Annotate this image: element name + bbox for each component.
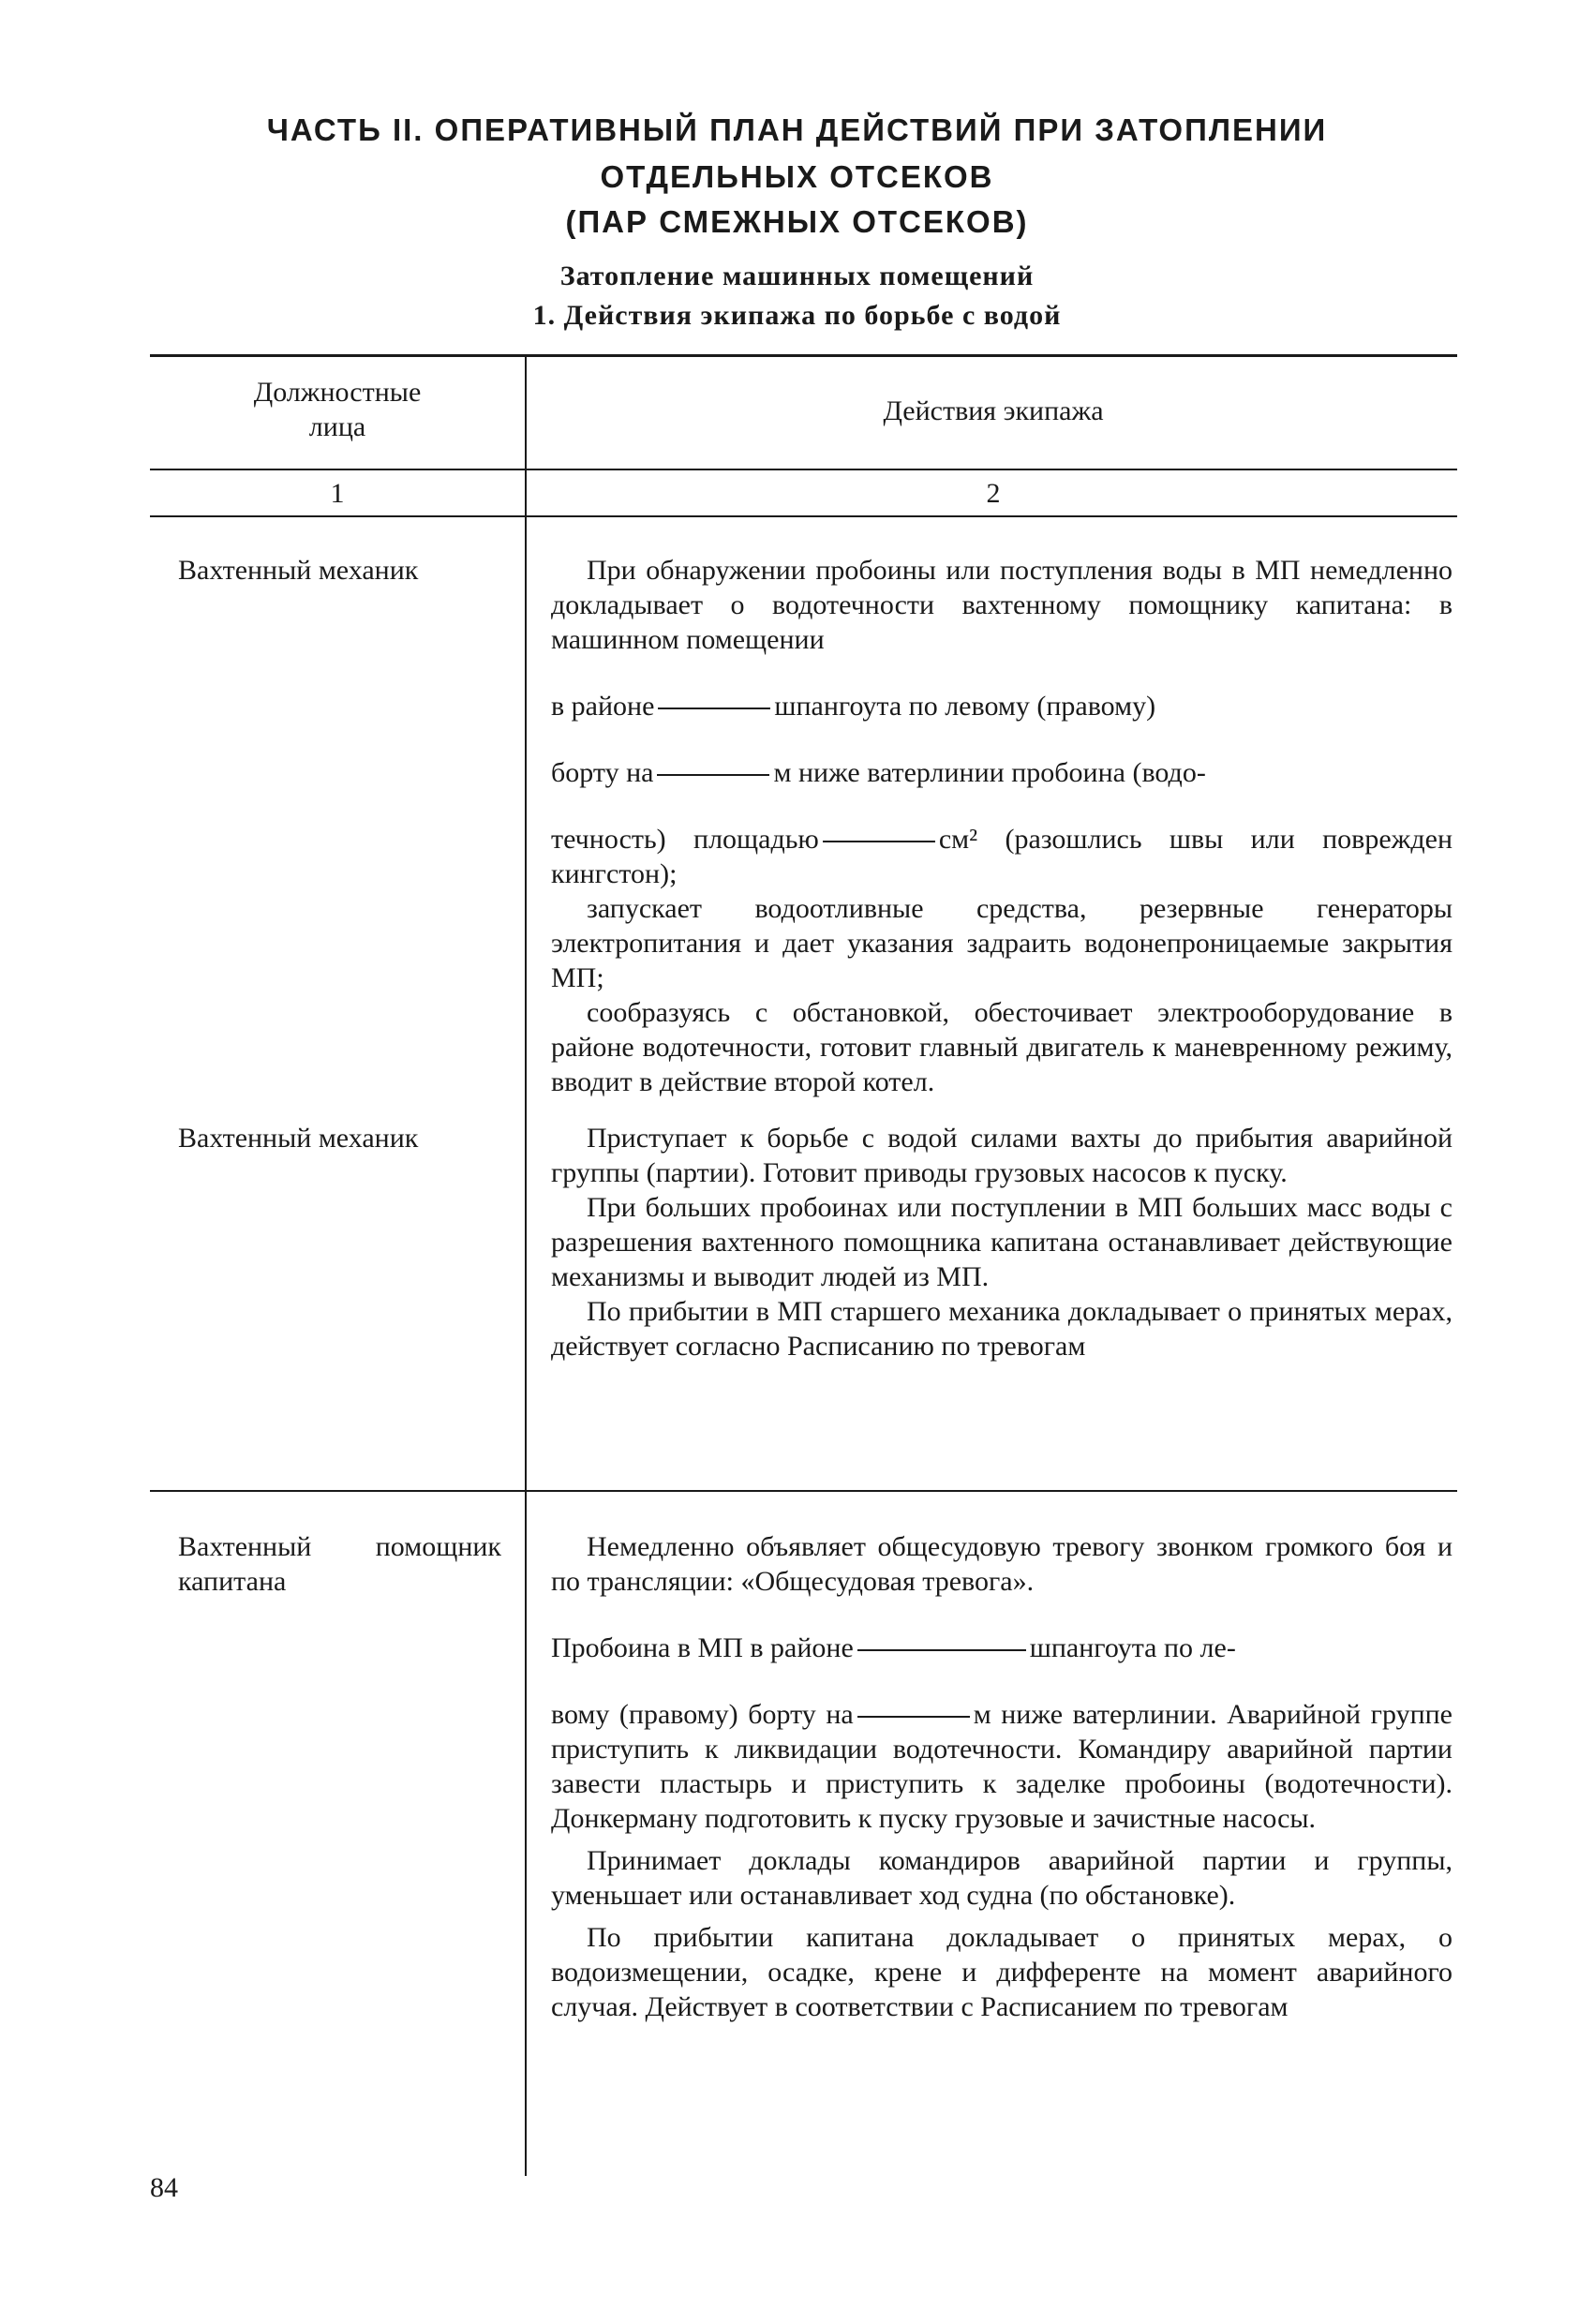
column-header-crew-actions: Действия экипажа (883, 395, 1104, 426)
action-paragraph: По прибытии капитана докладывает о принятых мерах, о водоизмещении, осадке, крене и дифференте на момент аварийного случая. Действует в соответствии с Расписанием по тревогам (551, 1922, 1452, 2022)
table-top-rule (150, 354, 1457, 357)
action-fill-line: в районе шпангоута по левому (правому) (551, 691, 1156, 722)
action-paragraph: сообразуясь с обстановкой, обесточивает электрооборудование в районе водотечности, готовит главный двигатель к маневренному режиму, вводит в действие второй котел. (551, 997, 1452, 1097)
column-number-1: 1 (330, 478, 345, 509)
action-paragraph: Принимает доклады командиров аварийной партии и группы, уменьшает или останавливает ход судна (по обстановке). (551, 1845, 1452, 1911)
numbers-rule (150, 515, 1457, 517)
section-subtitle: Затопление машинных помещений (559, 261, 1035, 291)
action-paragraph: При обнаружении пробоины или поступления воды в МП немедленно докладывает о водотечности вахтенному помощнику капитана: в машинном помещении (551, 555, 1452, 655)
action-paragraph: По прибытии в МП старшего механика докладывает о принятых мерах, действует согласно Расписанию по тревогам (551, 1296, 1452, 1362)
blank-line (658, 708, 770, 709)
title-line-2: ОТДЕЛЬНЫХ ОТСЕКОВ (600, 159, 994, 194)
header-rule (150, 469, 1457, 470)
column-divider-row-2 (525, 1492, 527, 2176)
column-header-officials: Должностные лица (253, 377, 422, 442)
action-fill-line: вому (правому) борту на м ниже ватерлинии. Аварийной группе приступить к ликвидации водотечности. Командиру аварийной партии завести пластырь и приступить к заделке пробоины (водотечности). Донкерману подготовить к пуску грузовые и зачистные насосы. (551, 1699, 1452, 1834)
role-watch-engineer-2: Вахтенный механик (178, 1123, 419, 1154)
column-divider-header (525, 357, 527, 471)
role-watch-officer: Вахтенный помощник капитана (178, 1531, 501, 1597)
action-fill-line: Пробоина в МП в районе шпангоута по ле- (551, 1632, 1236, 1663)
row-separator-rule (150, 1490, 1457, 1492)
column-divider-row-1 (525, 517, 527, 1492)
actions-watch-officer (551, 1529, 1452, 2024)
title-line-1: ЧАСТЬ II. ОПЕРАТИВНЫЙ ПЛАН ДЕЙСТВИЙ ПРИ ЗАТОПЛЕНИИ (266, 112, 1328, 147)
table-caption: 1. Действия экипажа по борьбе с водой (532, 300, 1062, 331)
column-divider-numbers (525, 470, 527, 517)
title-line-3: (ПАР СМЕЖНЫХ ОТСЕКОВ) (565, 204, 1029, 239)
action-fill-line: борту на м ниже ватерлинии пробоина (водо- (551, 757, 1206, 788)
actions-watch-engineer-1 (551, 553, 1452, 1099)
column-number-2: 2 (986, 478, 1001, 509)
actions-watch-engineer-2 (551, 1121, 1452, 1363)
role-watch-engineer-1: Вахтенный механик (178, 555, 419, 586)
action-paragraph: Приступает к борьбе с водой силами вахты до прибытия аварийной группы (партии). Готовит приводы грузовых насосов к пуску. (551, 1123, 1452, 1188)
blank-line (857, 1716, 970, 1718)
blank-line (823, 841, 935, 842)
action-paragraph: запускает водоотливные средства, резервные генераторы электропитания и дает указания задраить водонепроницаемые закрытия МП; (551, 893, 1452, 993)
action-paragraph: При больших пробоинах или поступлении в МП больших масс воды с разрешения вахтенного помощника капитана останавливает действующие механизмы и выводит людей из МП. (551, 1192, 1452, 1292)
page-number: 84 (150, 2172, 178, 2203)
blank-line (657, 774, 769, 776)
action-paragraph: Немедленно объявляет общесудовую тревогу звонком громкого боя и по трансляции: «Общесудовая тревога». (551, 1531, 1452, 1597)
blank-line (857, 1649, 1026, 1651)
action-fill-line: течность) площадью см² (разошлись швы или поврежден кингстон); (551, 824, 1452, 889)
